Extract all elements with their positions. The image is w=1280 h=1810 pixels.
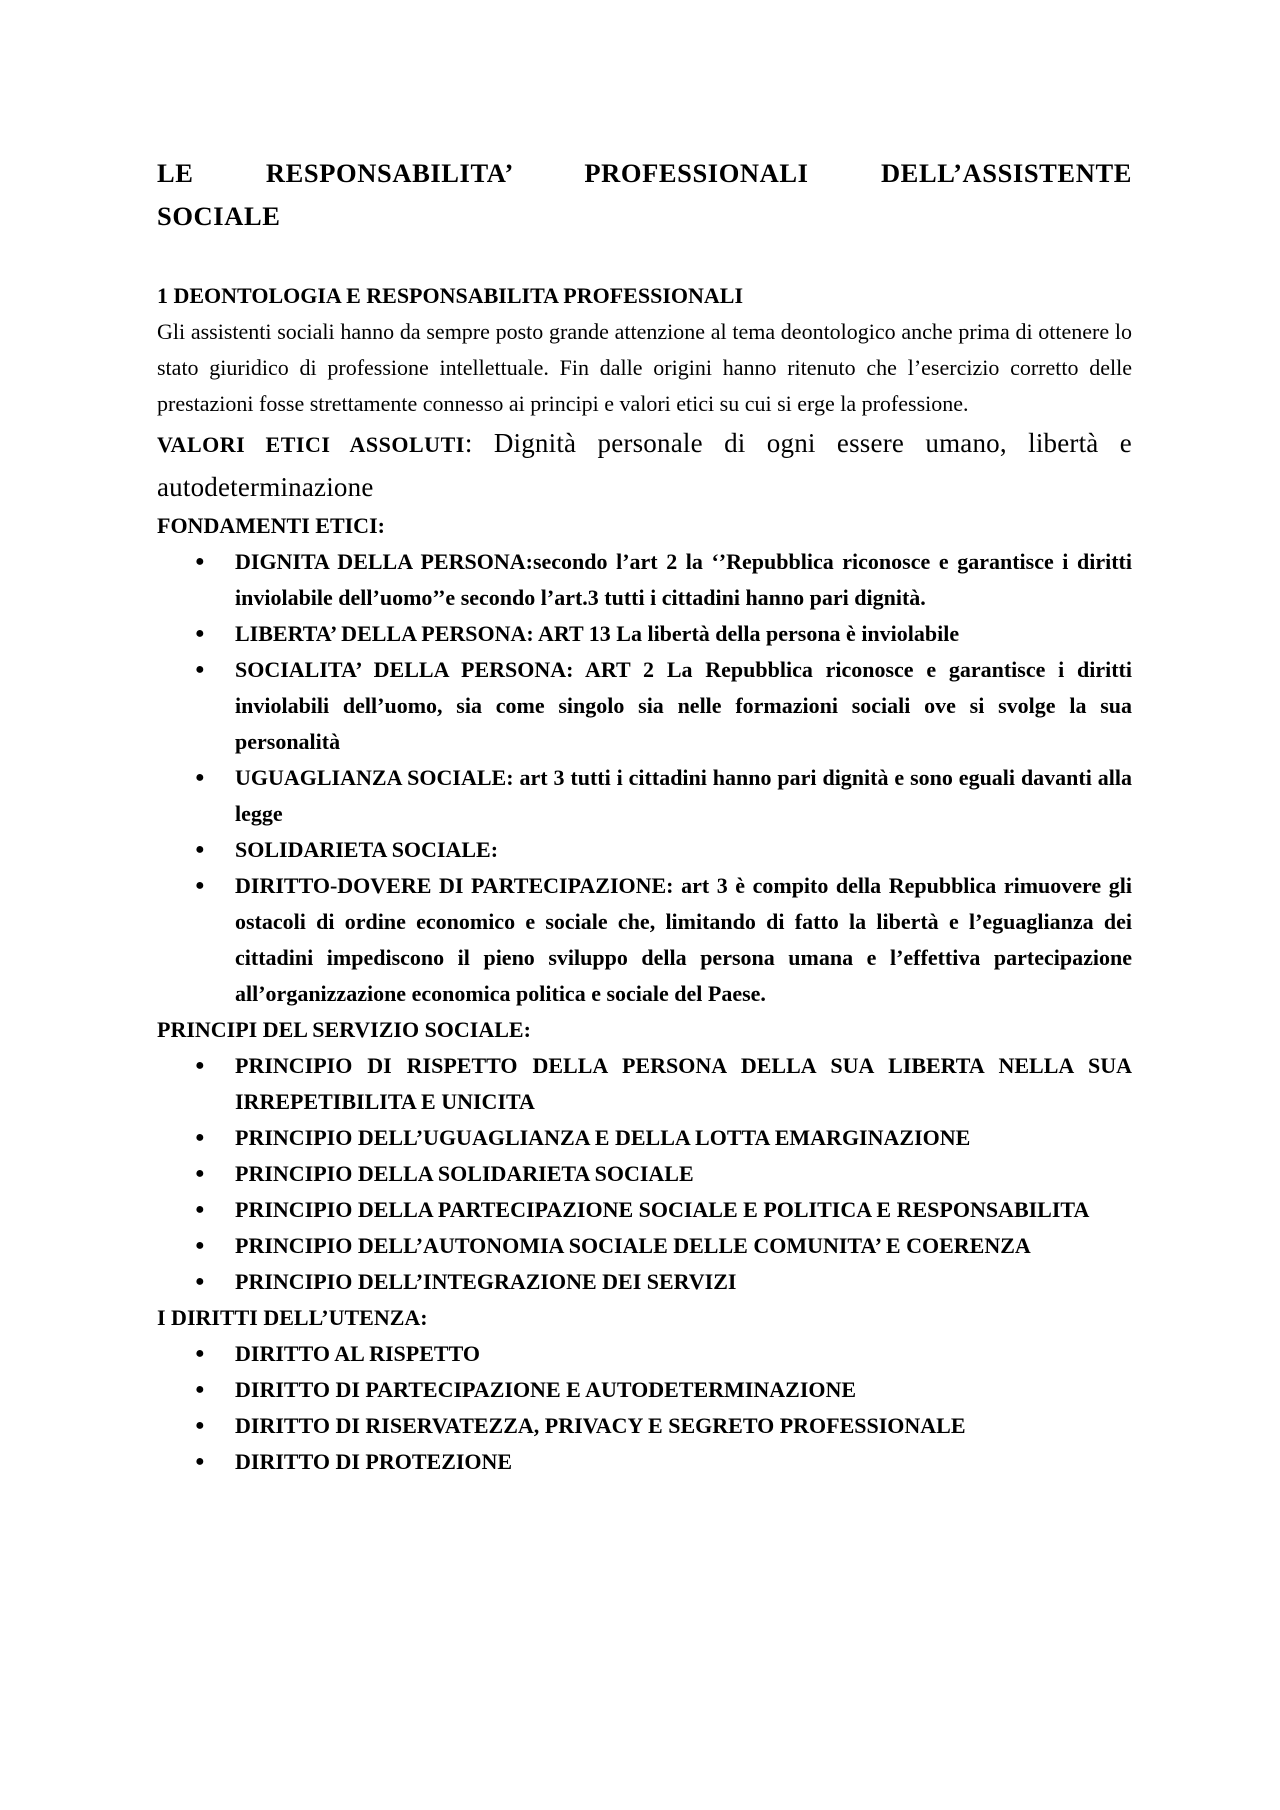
bullet-icon: ● — [195, 877, 205, 894]
list-item-text: secondo l’art 2 la ‘’Repubblica riconosce e garantisce i diritti inviolabile dell’uomo’’e secondo l’art.3 tutti i cittadini hanno pari dignità. — [235, 549, 1132, 610]
list-item — [157, 1408, 1132, 1444]
intro-paragraph: Gli assistenti sociali hanno da sempre posto grande attenzione al tema deontologico anche prima di ottenere lo stato giuridico di professione intellettuale. Fin dalle origini hanno ritenuto che l’esercizio corretto delle prestazioni fosse strettamente connesso ai principi e valori etici su cui si erge la professione. — [157, 319, 1132, 416]
list-item-lead: DIRITTO-DOVERE DI PARTECIPAZIONE: — [235, 873, 674, 898]
bullet-icon: ● — [195, 1237, 205, 1254]
bullet-icon: ● — [195, 1345, 205, 1362]
list-item — [157, 1228, 1132, 1264]
list-item-text: PRINCIPIO DELL’INTEGRAZIONE DEI SERVIZI — [235, 1269, 737, 1294]
list-item — [157, 868, 1132, 1012]
bullet-icon: ● — [195, 1273, 205, 1290]
list-item-text: art 3 tutti i cittadini hanno pari dignità e sono eguali davanti alla legge — [235, 765, 1133, 826]
valori-etici-label: VALORI ETICI ASSOLUTI — [157, 432, 465, 457]
list-item-lead: DIGNITA DELLA PERSONA: — [235, 549, 533, 574]
list-item — [157, 1156, 1132, 1192]
fondamenti-list — [157, 544, 1132, 1012]
bullet-icon: ● — [195, 1129, 205, 1146]
diritti-heading: I DIRITTI DELL’UTENZA: — [157, 1305, 428, 1330]
fondamenti-heading: FONDAMENTI ETICI: — [157, 513, 385, 538]
list-item-text: PRINCIPIO DELLA PARTECIPAZIONE SOCIALE E POLITICA E RESPONSABILITA — [235, 1197, 1090, 1222]
list-item-text: PRINCIPIO DELL’UGUAGLIANZA E DELLA LOTTA EMARGINAZIONE — [235, 1125, 971, 1150]
list-item-lead: LIBERTA’ DELLA PERSONA: — [235, 621, 534, 646]
document-title — [157, 152, 1132, 238]
list-item — [157, 1336, 1132, 1372]
list-item — [157, 616, 1132, 652]
valori-etici-text: : Dignità personale di ogni essere umano, libertà e autodeterminazione — [157, 428, 1132, 502]
list-item-lead: UGUAGLIANZA SOCIALE: — [235, 765, 514, 790]
list-item-text: ART 13 La libertà della persona è inviolabile — [533, 621, 960, 646]
diritti-list — [157, 1336, 1132, 1480]
bullet-icon: ● — [195, 1165, 205, 1182]
title-line-1: LE RESPONSABILITA’ PROFESSIONALI DELL’ASSISTENTE — [157, 158, 1132, 188]
list-item — [157, 1048, 1132, 1120]
bullet-icon: ● — [195, 1453, 205, 1470]
list-item-text: PRINCIPIO DI RISPETTO DELLA PERSONA DELLA SUA LIBERTA NELLA SUA IRREPETIBILITA E UNICITA — [235, 1053, 1132, 1114]
list-item — [157, 652, 1132, 760]
list-item — [157, 1192, 1132, 1228]
list-item-lead: SOCIALITA’ DELLA PERSONA: — [235, 657, 574, 682]
bullet-icon: ● — [195, 661, 205, 678]
section-heading-deontologia: 1 DEONTOLOGIA E RESPONSABILITA PROFESSIONALI — [157, 283, 744, 308]
list-item-text: art 3 è compito della Repubblica rimuovere gli ostacoli di ordine economico e sociale che, limitando di fatto la libertà e l’eguaglianza dei cittadini impediscono il pieno sviluppo della persona umana e l’effettiva partecipazione all’organizzazione economica politica e sociale del Paese. — [235, 873, 1132, 1006]
list-item — [157, 760, 1132, 832]
bullet-icon: ● — [195, 1417, 205, 1434]
bullet-icon: ● — [195, 1381, 205, 1398]
list-item-text: DIRITTO DI PROTEZIONE — [235, 1449, 513, 1474]
list-item-text: PRINCIPIO DELL’AUTONOMIA SOCIALE DELLE COMUNITA’ E COERENZA — [235, 1233, 1031, 1258]
list-item-text: DIRITTO AL RISPETTO — [235, 1341, 480, 1366]
document-body — [157, 278, 1132, 1480]
principi-heading: PRINCIPI DEL SERVIZIO SOCIALE: — [157, 1017, 531, 1042]
bullet-icon: ● — [195, 769, 205, 786]
bullet-icon: ● — [195, 1057, 205, 1074]
title-line-2: SOCIALE — [157, 201, 281, 231]
list-item — [157, 544, 1132, 616]
bullet-icon: ● — [195, 553, 205, 570]
list-item-text: DIRITTO DI RISERVATEZZA, PRIVACY E SEGRETO PROFESSIONALE — [235, 1413, 966, 1438]
valori-etici-paragraph — [157, 422, 1132, 508]
list-item — [157, 832, 1132, 868]
list-item-text: PRINCIPIO DELLA SOLIDARIETA SOCIALE — [235, 1161, 694, 1186]
bullet-icon: ● — [195, 1201, 205, 1218]
list-item — [157, 1444, 1132, 1480]
list-item-lead: SOLIDARIETA SOCIALE: — [235, 837, 499, 862]
bullet-icon: ● — [195, 841, 205, 858]
list-item-text: ART 2 La Repubblica riconosce e garantisce i diritti inviolabili dell’uomo, sia come singolo sia nelle formazioni sociali ove si svolge la sua personalità — [235, 657, 1132, 754]
list-item — [157, 1372, 1132, 1408]
list-item — [157, 1120, 1132, 1156]
list-item-text: DIRITTO DI PARTECIPAZIONE E AUTODETERMINAZIONE — [235, 1377, 857, 1402]
principi-list — [157, 1048, 1132, 1300]
bullet-icon: ● — [195, 625, 205, 642]
list-item — [157, 1264, 1132, 1300]
